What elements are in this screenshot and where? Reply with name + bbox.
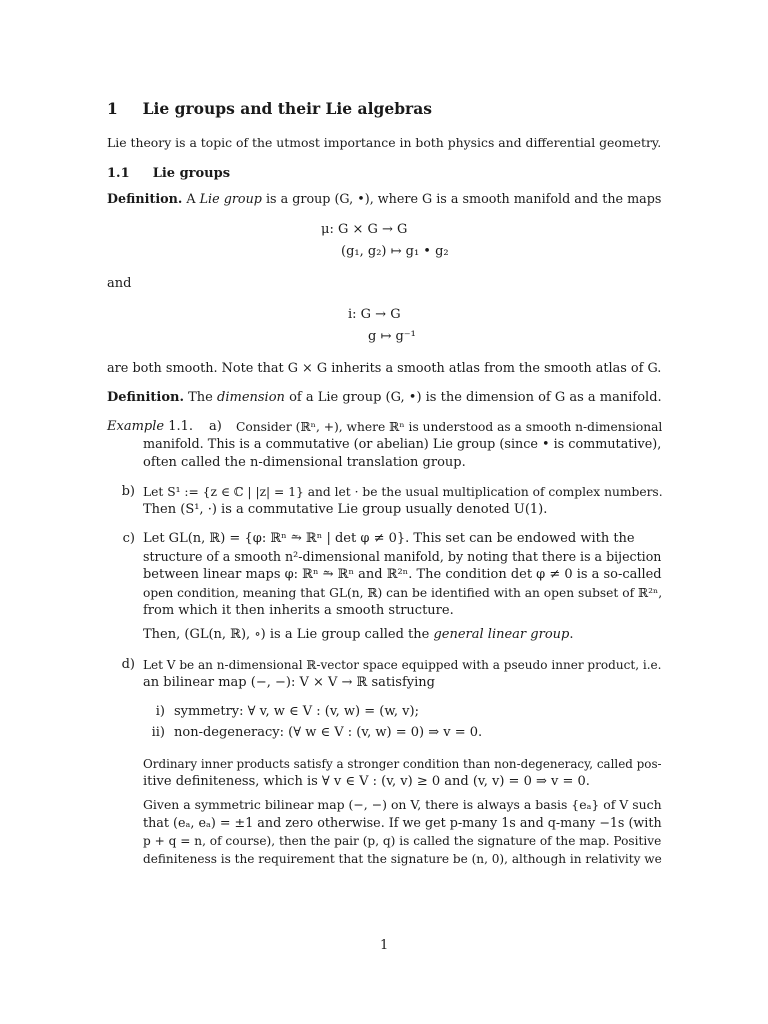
example-item-d-line: an bilinear map (−, −): V × V → ℝ satisfying [143,675,435,690]
page-number: 1 [380,938,389,953]
section-heading [107,100,432,118]
subitem-label: i) [155,704,165,719]
subitem-label: ii) [151,725,165,740]
subsection-heading [107,165,230,183]
inner-product-paragraph-line: itive definiteness, which is ∀ v ∈ V : (v, v) ≥ 0 and (v, v) = 0 ⇒ v = 0. [143,774,590,789]
signature-paragraph-line: Given a symmetric bilinear map (−, −) on V, there is always a basis {eₐ} of V such [143,797,662,812]
definition-term: Lie group [199,191,262,206]
example-item-c-line: Let GL(n, ℝ) = {φ: ℝⁿ ⥲ ℝⁿ | det φ ≠ 0}. This set can be endowed with the [143,531,635,546]
example-label: Example [107,419,165,434]
example-item-a-label: a) [209,419,222,434]
subitem-non-degeneracy: non-degeneracy: (∀ w ∈ V : (v, w) = 0) ⇒ v = 0. [174,725,483,740]
example-item-b-label: b) [121,484,135,499]
example-item-d-label: d) [121,657,135,672]
example-item-c-line: between linear maps φ: ℝⁿ ⥲ ℝⁿ and ℝ²ⁿ. The condition det φ ≠ 0 is a so-called [143,567,662,582]
inner-product-paragraph-line: Ordinary inner products satisfy a stronger condition than non-degeneracy, called pos- [143,757,662,771]
signature-paragraph-line: p + q = n, of course), then the pair (p, q) is called the signature of the map. Positive [143,834,662,848]
intro-paragraph: Lie theory is a topic of the utmost importance in both physics and differential geometry. [107,135,662,150]
section-number: 1 [107,99,118,118]
then-term: general linear group [433,627,570,642]
definition-term: dimension [217,390,285,405]
example-item-b-line: Let S¹ := {z ∈ ℂ | |z| = 1} and let · be the usual multiplication of complex numbers. [143,485,663,499]
definition-label: Definition. [107,390,184,405]
then-text-b: . [569,627,574,642]
definition-text-a: A [186,191,196,206]
definition-text-b: is a group (G, •), where G is a smooth manifold and the maps [265,191,662,206]
example-item-a-line: Consider (ℝⁿ, +), where ℝⁿ is understood as a smooth n-dimensional [236,420,663,434]
example-item-a-line: often called the n-dimensional translation group. [143,455,466,470]
equation-inverse-line2: g ↦ g⁻¹ [368,329,416,344]
example-item-a-line: manifold. This is a commutative (or abelian) Lie group (since • is commutative), [143,437,662,452]
example-item-b-line: Then (S¹, ·) is a commutative Lie group usually denoted U(1). [143,502,548,517]
example-number: 1.1. [168,419,194,434]
example-item-c-line: structure of a smooth n²-dimensional manifold, by noting that there is a bijection [143,549,662,564]
example-item-c-label: c) [122,531,135,546]
equation-mu-line1: μ: G × G → G [321,222,408,237]
smooth-note: are both smooth. Note that G × G inherits a smooth atlas from the smooth atlas of G. [107,361,662,376]
subsection-title: Lie groups [152,166,231,181]
example-item-c-then [143,626,573,644]
signature-paragraph-line: definiteness is the requirement that the signature be (n, 0), although in relativity we [143,852,662,866]
definition-label: Definition. [107,191,183,206]
definition-text-a: The [188,390,213,405]
and-word: and [107,276,132,291]
example-item-c-line: open condition, meaning that GL(n, ℝ) can be identified with an open subset of ℝ²ⁿ, [143,586,663,600]
equation-inverse-line1: i: G → G [348,307,401,322]
subsection-number: 1.1 [107,166,130,181]
definition-text-b: of a Lie group (G, •) is the dimension of G as a manifold. [289,390,662,405]
definition-lie-group [107,190,661,208]
signature-paragraph-line: that (eₐ, eₐ) = ±1 and zero otherwise. If we get p-many 1s and q-many −1s (with [143,815,662,830]
equation-mu-line2: (g₁, g₂) ↦ g₁ • g₂ [341,244,449,259]
definition-dimension [107,389,662,407]
section-title: Lie groups and their Lie algebras [142,99,432,118]
example-heading [107,418,193,436]
then-text-a: Then, (GL(n, ℝ), ∘) is a Lie group called the [143,627,430,642]
example-item-d-line: Let V be an n-dimensional ℝ-vector space equipped with a pseudo inner product, i.e. [143,658,662,672]
example-item-c-line: from which it then inherits a smooth structure. [143,603,454,618]
subitem-symmetry: symmetry: ∀ v, w ∈ V : (v, w) = (w, v); [174,704,419,719]
